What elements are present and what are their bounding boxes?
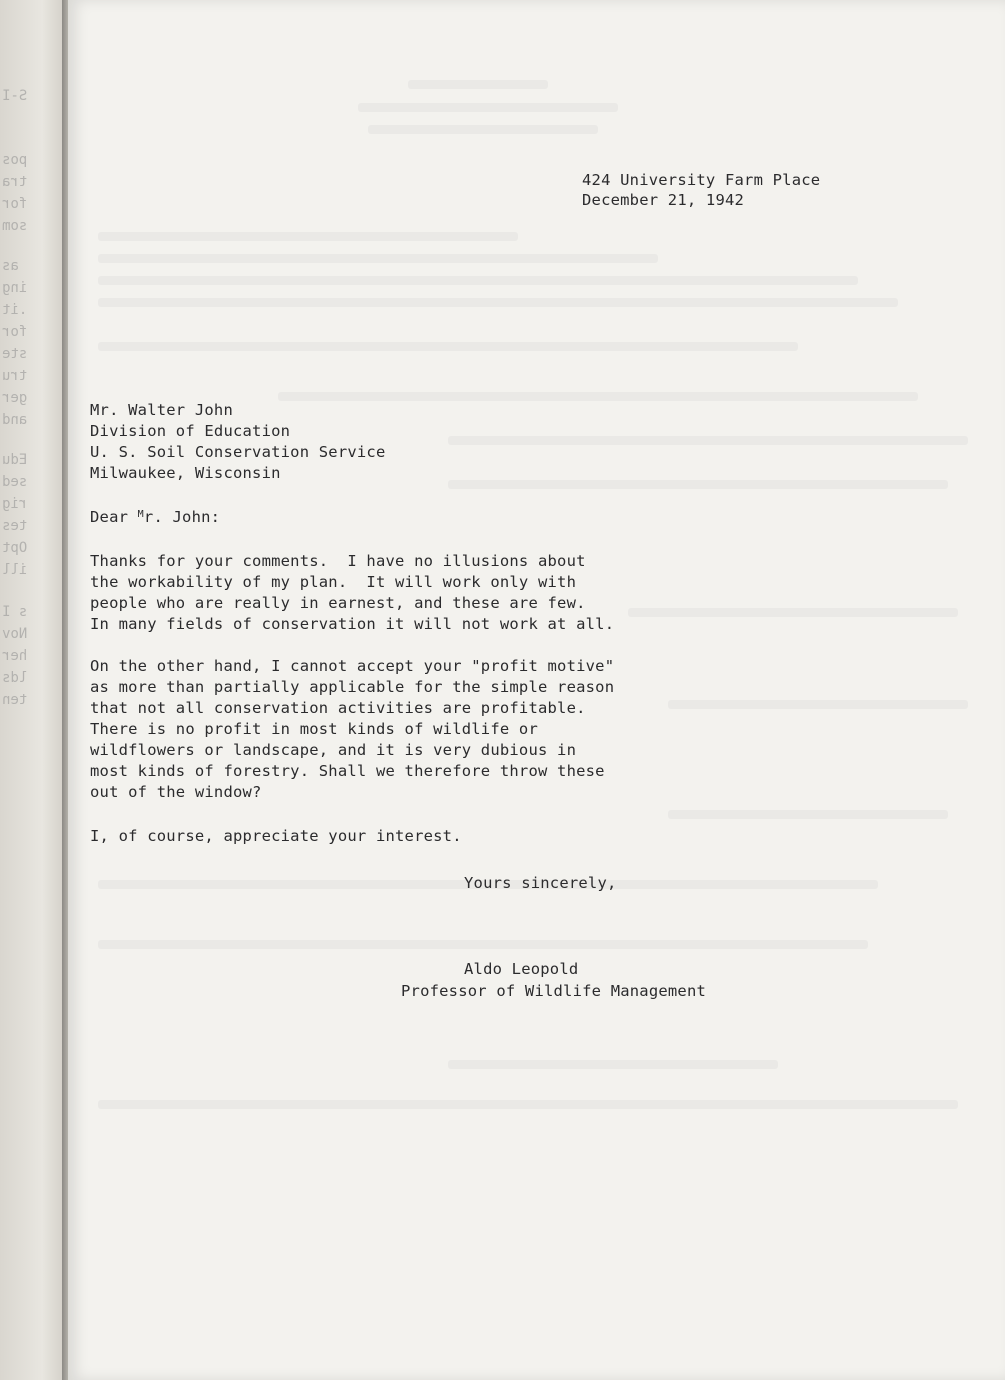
bleed-text: S-I <box>2 88 28 104</box>
salutation-end: r. John: <box>143 508 221 526</box>
bleed-text: ill <box>2 562 28 578</box>
salutation <box>90 507 220 530</box>
recipient-name: Mr. Walter John <box>90 401 233 419</box>
bleed-text: s I <box>2 604 28 620</box>
bleed-text: tes <box>2 518 28 534</box>
bleed-text: ing <box>2 280 28 296</box>
previous-page-edge <box>0 0 70 1380</box>
paragraph-2-line: wildflowers or landscape, and it is very dubious in <box>90 741 577 759</box>
bleed-text: ger <box>2 390 28 406</box>
bleed-text: Opt <box>2 540 28 556</box>
letter-date: December 21, 1942 <box>582 191 745 209</box>
bleed-text: and <box>2 412 28 428</box>
salutation-superscript: M <box>137 509 144 520</box>
closing: Yours sincerely, <box>464 874 617 892</box>
bleed-text: som <box>2 218 28 234</box>
paragraph-2-line: There is no profit in most kinds of wildlife or <box>90 720 538 738</box>
paragraph-1-line: people who are really in earnest, and these are few. <box>90 594 586 612</box>
paragraph-3: I, of course, appreciate your interest. <box>90 827 462 845</box>
bleed-text: sed <box>2 474 28 490</box>
letter-page <box>68 0 1005 1380</box>
bleed-text: pos <box>2 152 28 168</box>
bleed-text: tru <box>2 368 28 384</box>
bleed-text: Edu <box>2 452 28 468</box>
paragraph-2-line: out of the window? <box>90 783 262 801</box>
bleed-text: rig <box>2 496 28 512</box>
bleed-text: for <box>2 324 28 340</box>
recipient-agency: U. S. Soil Conservation Service <box>90 443 386 461</box>
salutation-start: Dear <box>90 508 138 526</box>
paragraph-2-line: as more than partially applicable for the simple reason <box>90 678 615 696</box>
bleed-text: .it <box>2 302 28 318</box>
bleed-text: her <box>2 648 28 664</box>
recipient-city: Milwaukee, Wisconsin <box>90 464 281 482</box>
sender-address: 424 University Farm Place <box>582 171 821 189</box>
paragraph-1-line: Thanks for your comments. I have no illusions about <box>90 552 586 570</box>
bleed-text: Nov <box>2 626 28 642</box>
recipient-division: Division of Education <box>90 422 291 440</box>
bleed-text: ste <box>2 346 28 362</box>
bleed-text: for <box>2 196 28 212</box>
bleed-text: tra <box>2 174 28 190</box>
bleed-text: ten <box>2 692 28 708</box>
paragraph-2-line: most kinds of forestry. Shall we therefore throw these <box>90 762 605 780</box>
bleed-text: as <box>2 258 19 274</box>
paragraph-1-line: the workability of my plan. It will work only with <box>90 573 577 591</box>
bleed-text: lds <box>2 670 28 686</box>
paragraph-1-line: In many fields of conservation it will not work at all. <box>90 615 615 633</box>
signature-title: Professor of Wildlife Management <box>401 982 707 1000</box>
paragraph-2-line: that not all conservation activities are profitable. <box>90 699 586 717</box>
signature-name: Aldo Leopold <box>464 960 579 978</box>
paragraph-2-line: On the other hand, I cannot accept your "profit motive" <box>90 657 615 675</box>
